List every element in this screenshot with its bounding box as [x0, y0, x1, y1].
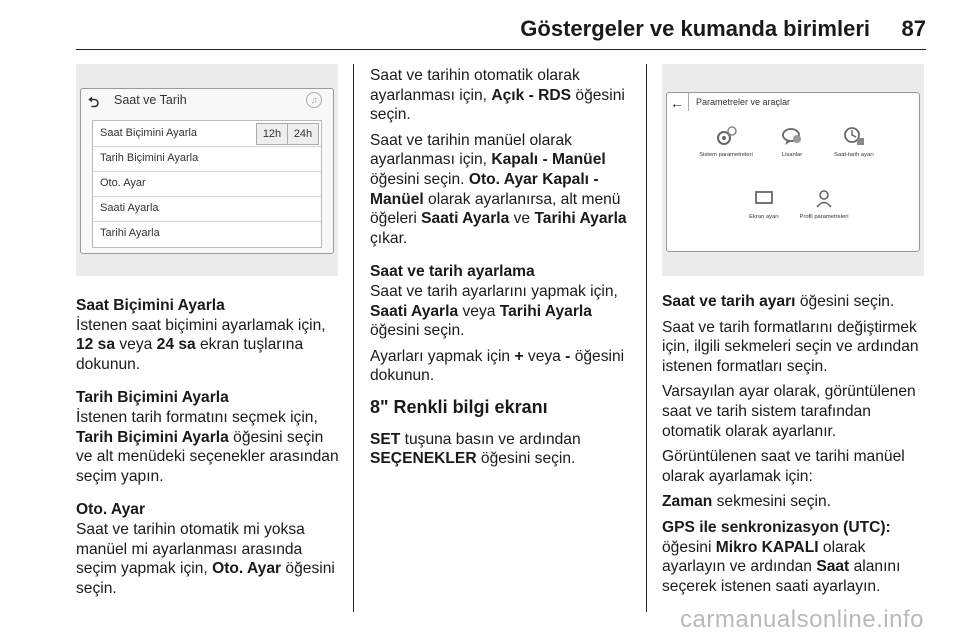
text: İstenen saat biçimini ayarlamak için,	[76, 316, 326, 334]
settings-list	[92, 120, 322, 248]
option-24h-button[interactable]: 24h	[287, 124, 318, 144]
languages-button[interactable]	[762, 126, 822, 158]
list-item-tarihi-ayarla[interactable]	[93, 221, 321, 246]
music-note-icon: ♫	[306, 92, 322, 108]
paragraph	[370, 347, 636, 386]
text: sekmesini seçin.	[712, 493, 831, 511]
paragraph	[662, 492, 930, 512]
text: Saat ve tarih ayarlarını yapmak için,	[370, 282, 618, 300]
bold-text: Tarih Biçimini Ayarla	[76, 428, 229, 446]
text: öğesini seçin.	[476, 450, 576, 468]
bold-text: Zaman	[662, 493, 713, 511]
text: öğesini seçin.	[370, 322, 465, 340]
section-heading: Tarih Biçimini Ayarla	[76, 389, 229, 407]
text: Saat ve tarihin manüel olarak ayarlanması için,	[370, 131, 572, 169]
title-divider	[688, 93, 689, 111]
paragraph	[370, 282, 636, 341]
list-item-oto-ayar[interactable]	[93, 171, 321, 197]
watermark: carmanualsonline.info	[680, 606, 924, 633]
column-divider-2	[646, 64, 647, 612]
profile-icon	[813, 188, 835, 208]
paragraph	[370, 66, 636, 125]
list-item-tarih-bicimi[interactable]	[93, 146, 321, 172]
text: öğesini seçin.	[370, 86, 625, 124]
text: veya	[115, 336, 157, 354]
text: veya	[458, 302, 500, 320]
bold-text: Saati Ayarla	[370, 302, 459, 320]
text: Saat ve tarihin otomatik mi yoksa manüel mi ayarlanması arasında seçim yapmak için,	[76, 520, 305, 578]
icon-label: Profil parametreleri	[799, 214, 849, 220]
bold-text: Tarihi Ayarla	[534, 210, 627, 228]
text: alanını seçerek istenen saati ayarlayın.	[662, 558, 901, 595]
icon-label: Ekran ayarı	[749, 214, 779, 220]
header-rule	[76, 49, 926, 50]
speech-bubble-icon	[781, 126, 803, 146]
gear-icon	[715, 126, 737, 146]
screen-panel	[666, 92, 920, 252]
paragraph	[76, 316, 344, 375]
text: öğesini seçin.	[370, 170, 469, 188]
bold-text: 24 sa	[156, 336, 196, 354]
paragraph	[370, 131, 636, 249]
screen-title: Parametreler ve araçlar	[696, 97, 791, 107]
screenshot-saat-ve-tarih	[76, 64, 338, 276]
bold-text: Saat ve tarih ayarı	[662, 293, 796, 310]
list-item-label: Tarih Biçimini Ayarla	[100, 152, 199, 164]
list-item-label: Saat Biçimini Ayarla	[100, 127, 198, 139]
column-divider-1	[353, 64, 354, 612]
display-settings-button[interactable]	[734, 188, 794, 220]
screenshot-parametreler	[662, 64, 924, 276]
text: olarak ayarlayın ve ardından	[662, 538, 866, 576]
icon-label: Saat-tarih ayarı	[834, 152, 874, 158]
icon-label: Sistem parametreleri	[699, 152, 753, 158]
paragraph	[76, 408, 344, 486]
text: olarak ayarlanırsa, alt menü öğeleri	[370, 190, 621, 228]
text: ekran tuşlarına dokunun.	[76, 336, 304, 373]
icon-label: Lisanlar	[781, 152, 803, 158]
bold-text: SET	[370, 430, 401, 448]
bold-text: -	[565, 347, 571, 365]
list-item-saat-bicimi[interactable]	[93, 121, 321, 147]
back-arrow-icon[interactable]: ⮌	[88, 94, 100, 110]
bold-text: 12 sa	[76, 336, 116, 354]
bold-text: Açık - RDS	[491, 86, 572, 104]
text: ve	[509, 210, 535, 228]
section-heading-large: 8" Renkli bilgi ekranı	[370, 396, 548, 417]
screen-title-bar	[80, 88, 332, 114]
text: çıkar.	[370, 229, 408, 247]
bold-text: +	[514, 347, 524, 365]
text: öğesini seçin.	[795, 293, 895, 310]
text-column-1	[76, 296, 344, 604]
text: öğesini dokunun.	[370, 347, 625, 385]
paragraph: Görüntülenen saat ve tarihi manüel olarak ayarlamak için:	[662, 448, 905, 485]
text: Ayarları yapmak için	[370, 347, 515, 365]
text: Saat ve tarihin otomatik olarak ayarlanması için,	[370, 67, 580, 104]
bold-text: Saat	[816, 558, 850, 576]
bold-text: Tarihi Ayarla	[499, 302, 592, 320]
text: öğesini	[662, 538, 716, 556]
time-date-settings-button[interactable]	[824, 126, 884, 158]
list-item-saati-ayarla[interactable]	[93, 196, 321, 222]
section-heading: Saat Biçimini Ayarla	[76, 297, 225, 314]
text: İstenen tarih formatını seçmek için,	[76, 408, 318, 426]
bold-text: Oto. Ayar	[212, 560, 282, 578]
text: tuşuna basın ve ardından	[400, 430, 581, 448]
paragraph	[662, 518, 930, 596]
paragraph	[662, 292, 930, 312]
display-icon	[753, 188, 775, 208]
text: veya	[523, 347, 566, 365]
time-format-toggle[interactable]	[256, 123, 319, 145]
option-12h-button[interactable]: 12h	[257, 124, 287, 144]
section-heading: Oto. Ayar	[76, 501, 146, 519]
bold-text: GPS ile senkronizasyon (UTC):	[662, 518, 891, 536]
text-column-3	[662, 292, 930, 602]
back-arrow-icon[interactable]: ←	[670, 95, 684, 111]
bold-text: Kapalı - Manüel	[491, 151, 606, 169]
bold-text: Saati Ayarla	[421, 210, 510, 228]
system-parameters-button[interactable]	[696, 126, 756, 158]
list-item-label: Tarihi Ayarla	[100, 227, 160, 239]
paragraph: Varsayılan ayar olarak, görüntülenen saat ve tarih sistem tarafından otomatik olarak ayarlanır.	[662, 383, 916, 440]
clock-calendar-icon	[843, 126, 865, 146]
paragraph	[76, 520, 344, 598]
profile-parameters-button[interactable]	[794, 188, 854, 220]
paragraph: Saat ve tarih formatlarını değiştirmek için, ilgili sekmeleri seçin ve ardından istenen formatları seçin.	[662, 318, 919, 375]
screen-title: Saat ve Tarih	[114, 93, 187, 107]
text: öğesini seçin.	[76, 560, 335, 597]
running-header-title: Göstergeler ve kumanda birimleri	[520, 16, 870, 41]
bold-text: Oto. Ayar Kapalı - Manüel	[370, 170, 599, 208]
paragraph	[370, 430, 636, 469]
bold-text: SEÇENEKLER	[370, 450, 477, 468]
text-column-2	[370, 66, 636, 475]
page-number: 87	[901, 16, 926, 41]
section-heading: Saat ve tarih ayarlama	[370, 263, 535, 281]
bold-text: Mikro KAPALI	[715, 538, 819, 556]
list-item-label: Saati Ayarla	[100, 202, 159, 214]
text: öğesini seçin ve alt menüdeki seçenekler arasından seçim yapın.	[76, 428, 339, 485]
list-item-label: Oto. Ayar	[100, 177, 146, 189]
